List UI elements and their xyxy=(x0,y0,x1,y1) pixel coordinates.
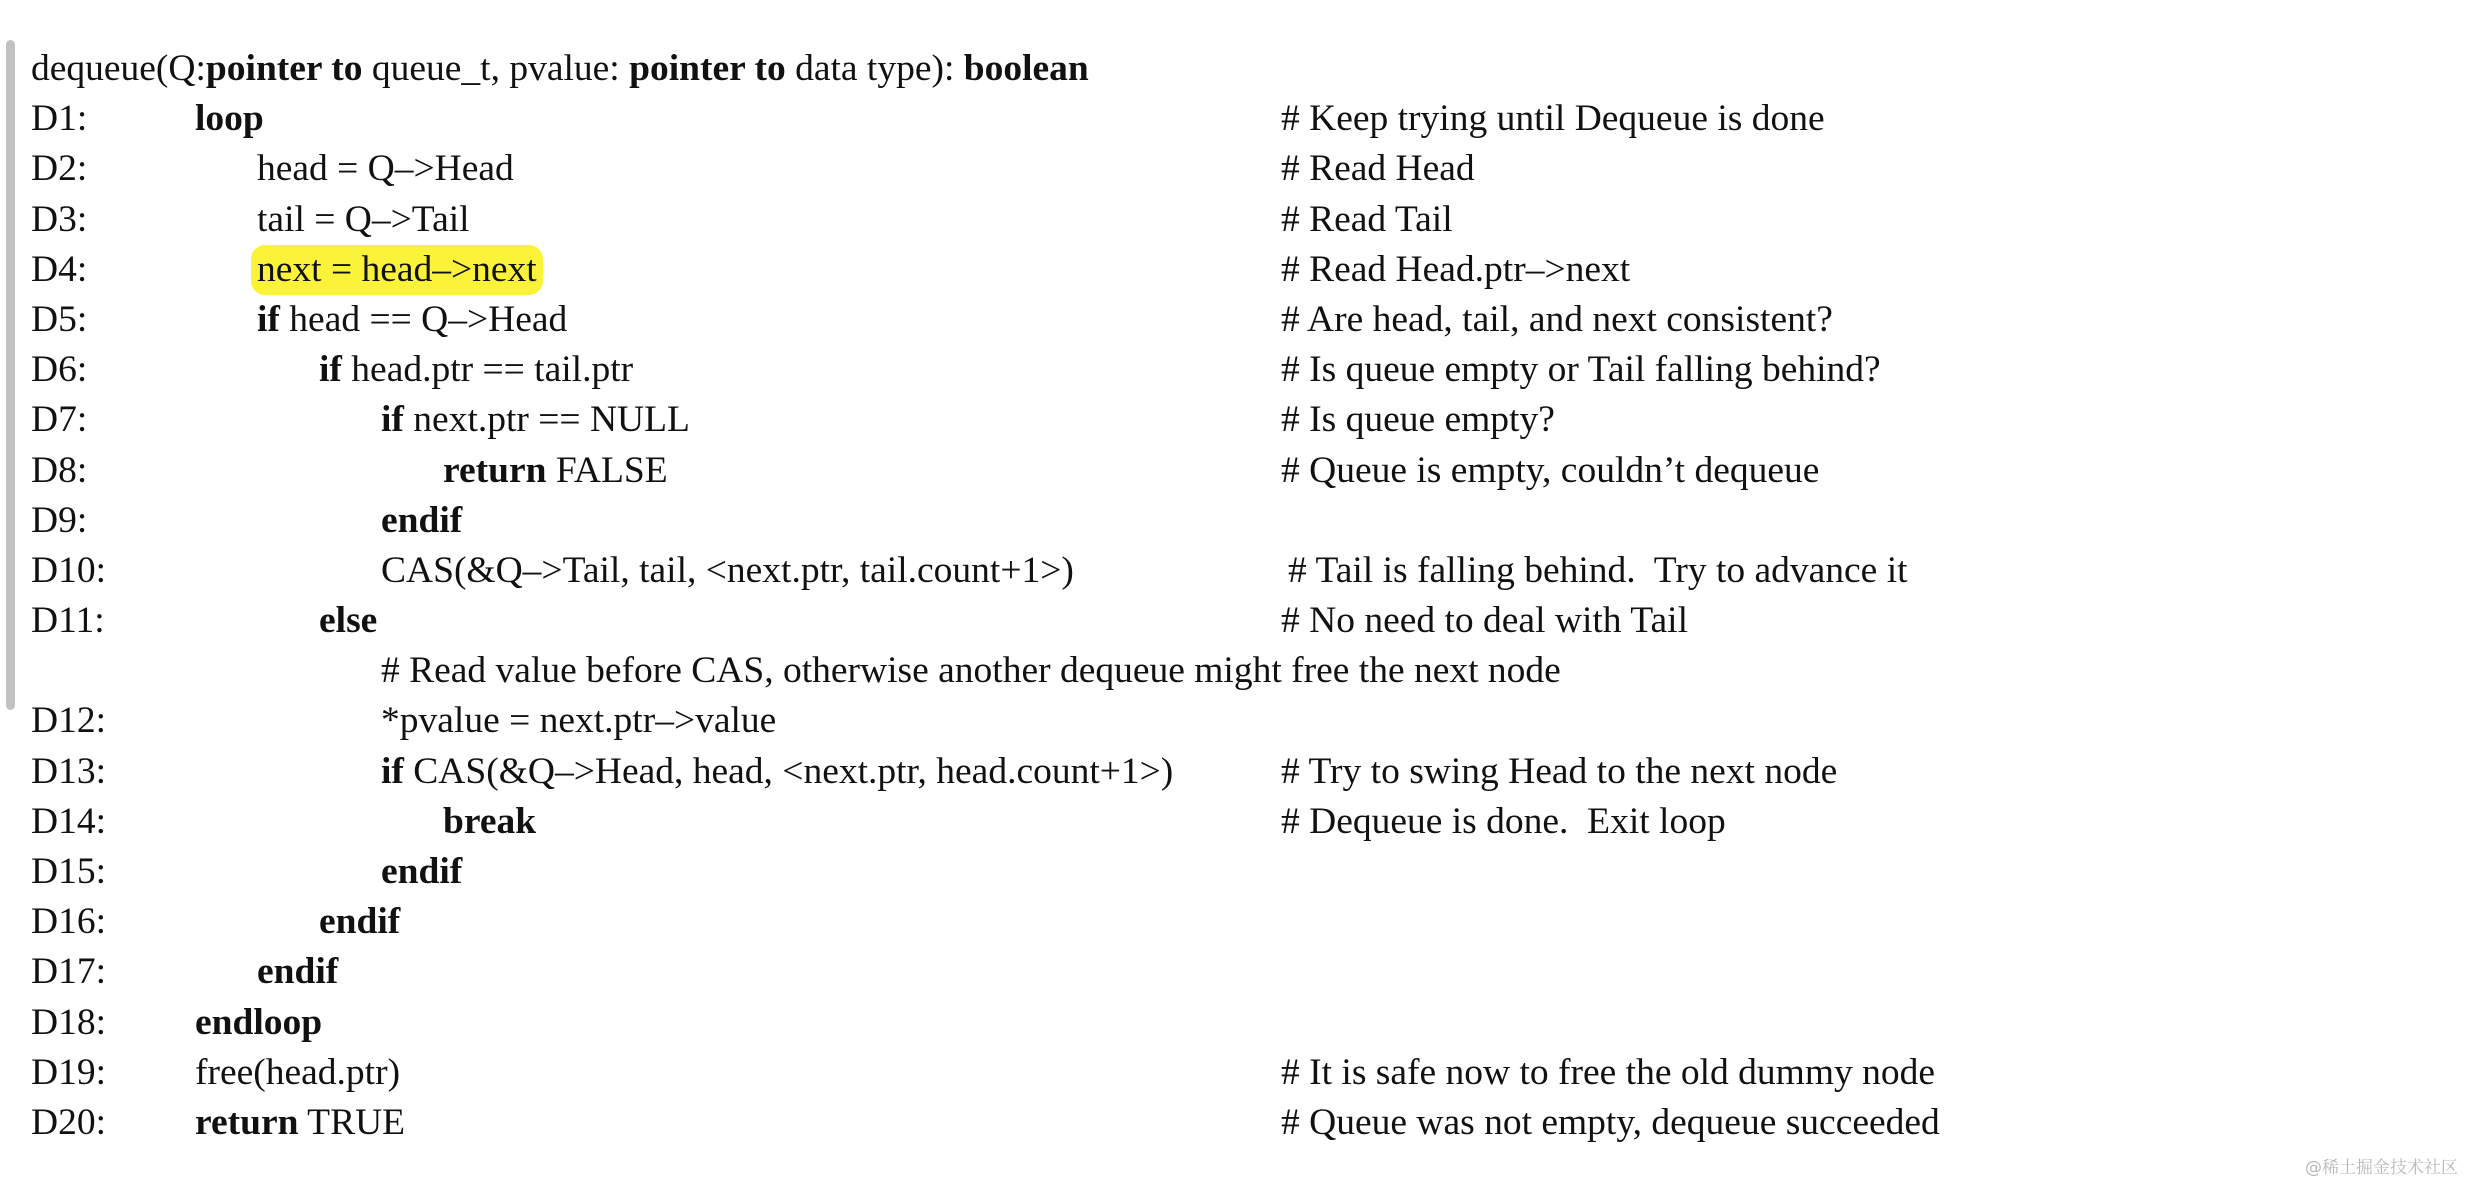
code-statement xyxy=(195,998,322,1048)
code-line xyxy=(31,546,2431,596)
code-comment: # Try to swing Head to the next node xyxy=(1281,750,1838,792)
pseudocode-listing xyxy=(31,44,2431,1148)
line-number: D19: xyxy=(31,1051,106,1093)
code-statement xyxy=(443,797,536,847)
line-number: D17: xyxy=(31,951,106,993)
code-statement: free(head.ptr) xyxy=(195,1051,401,1093)
line-number: D12: xyxy=(31,700,106,742)
line-number: D15: xyxy=(31,851,106,892)
keyword: break xyxy=(443,800,537,842)
code-comment: # Are head, tail, and next consistent? xyxy=(1281,298,1833,340)
statement-text: next.ptr == NULL xyxy=(403,399,690,441)
code-line xyxy=(31,446,2431,496)
line-number: D18: xyxy=(31,1001,106,1043)
code-line xyxy=(31,696,2431,746)
code-comment: # Is queue empty or Tail falling behind? xyxy=(1281,349,1881,391)
keyword: return xyxy=(443,449,547,491)
keyword: endif xyxy=(319,901,401,943)
keyword: endif xyxy=(381,851,463,892)
line-number: D8: xyxy=(31,449,88,491)
code-line xyxy=(31,897,2431,947)
code-line xyxy=(31,747,2431,797)
code-line xyxy=(31,295,2431,345)
statement-text: TRUE xyxy=(298,1101,406,1143)
statement-text: CAS(&Q–>Head, head, <next.ptr, head.count+1>) xyxy=(403,750,1174,792)
code-line xyxy=(31,847,2431,897)
code-line xyxy=(31,1098,2431,1148)
code-comment: # Queue was not empty, dequeue succeeded xyxy=(1281,1101,1940,1143)
code-line xyxy=(31,144,2431,194)
code-comment: # Queue is empty, couldn’t dequeue xyxy=(1281,449,1820,491)
code-comment: # Is queue empty? xyxy=(1281,399,1555,441)
code-statement xyxy=(319,345,633,395)
code-line xyxy=(31,998,2431,1048)
code-statement xyxy=(443,446,668,496)
signature-prefix: dequeue(Q: xyxy=(31,48,206,89)
code-statement xyxy=(195,1098,405,1148)
keyword: return xyxy=(195,1101,299,1143)
line-number: D4: xyxy=(31,248,88,290)
code-statement xyxy=(257,295,567,345)
code-statement: tail = Q–>Tail xyxy=(257,198,470,240)
code-statement xyxy=(195,94,264,144)
highlighted-statement: next = head–>next xyxy=(251,245,543,295)
code-comment: # Dequeue is done. Exit loop xyxy=(1281,800,1726,842)
code-line xyxy=(31,496,2431,546)
code-line xyxy=(31,1048,2431,1098)
signature-text: data type): xyxy=(785,48,964,89)
line-number: D2: xyxy=(31,148,88,190)
code-statement xyxy=(319,897,400,947)
line-number: D3: xyxy=(31,198,88,240)
keyword: loop xyxy=(195,98,264,140)
code-comment: # It is safe now to free the old dummy node xyxy=(1281,1051,1936,1093)
line-number: D10: xyxy=(31,549,106,591)
code-line xyxy=(31,345,2431,395)
keyword: endif xyxy=(257,951,339,993)
code-line xyxy=(31,94,2431,144)
line-number: D20: xyxy=(31,1101,106,1143)
code-statement xyxy=(381,747,1173,797)
statement-text: head.ptr == tail.ptr xyxy=(341,349,634,391)
line-number: D13: xyxy=(31,750,106,792)
code-statement: *pvalue = next.ptr–>value xyxy=(381,700,777,742)
line-number: D7: xyxy=(31,399,88,441)
code-line xyxy=(31,646,2431,696)
code-comment: # No need to deal with Tail xyxy=(1281,600,1689,642)
statement-text: head == Q–>Head xyxy=(279,298,568,340)
line-number: D1: xyxy=(31,98,88,140)
line-number: D11: xyxy=(31,600,105,642)
code-statement: head = Q–>Head xyxy=(257,148,514,190)
code-line xyxy=(31,596,2431,646)
site-watermark: @稀土掘金技术社区 xyxy=(2305,1158,2458,1178)
keyword: if xyxy=(257,298,280,340)
code-line xyxy=(31,947,2431,997)
line-number: D14: xyxy=(31,800,106,842)
code-comment: # Read Head xyxy=(1281,148,1475,190)
code-comment: # Tail is falling behind. Try to advance it xyxy=(1288,549,1908,591)
code-comment: # Read Head.ptr–>next xyxy=(1281,248,1631,290)
keyword: if xyxy=(381,399,404,441)
signature-keyword: pointer to xyxy=(205,48,363,89)
keyword: if xyxy=(319,349,342,391)
code-statement xyxy=(381,847,462,897)
keyword: endloop xyxy=(195,1001,323,1043)
signature-text: queue_t, pvalue: xyxy=(362,48,630,89)
keyword: else xyxy=(319,600,378,642)
line-number: D5: xyxy=(31,298,88,340)
line-number: D6: xyxy=(31,349,88,391)
code-statement xyxy=(257,947,338,997)
code-statement xyxy=(319,596,377,646)
line-number: D16: xyxy=(31,901,106,943)
code-statement xyxy=(381,496,462,546)
code-comment: # Read Tail xyxy=(1281,198,1453,240)
code-statement: CAS(&Q–>Tail, tail, <next.ptr, tail.count+1>) xyxy=(381,549,1074,591)
code-line xyxy=(31,797,2431,847)
code-line xyxy=(31,195,2431,245)
code-statement xyxy=(381,395,690,445)
keyword: if xyxy=(381,750,404,792)
signature-return-type: boolean xyxy=(963,48,1089,89)
code-comment: # Keep trying until Dequeue is done xyxy=(1281,98,1825,140)
signature-keyword: pointer to xyxy=(629,48,786,89)
function-signature xyxy=(31,44,2431,94)
line-number: D9: xyxy=(31,499,88,541)
vertical-scrollbar[interactable] xyxy=(6,40,15,710)
code-line xyxy=(31,245,2431,295)
keyword: endif xyxy=(381,499,463,541)
code-line xyxy=(31,395,2431,445)
statement-text: FALSE xyxy=(546,449,668,491)
code-comment: # Read value before CAS, otherwise another dequeue might free the next node xyxy=(381,650,1561,692)
